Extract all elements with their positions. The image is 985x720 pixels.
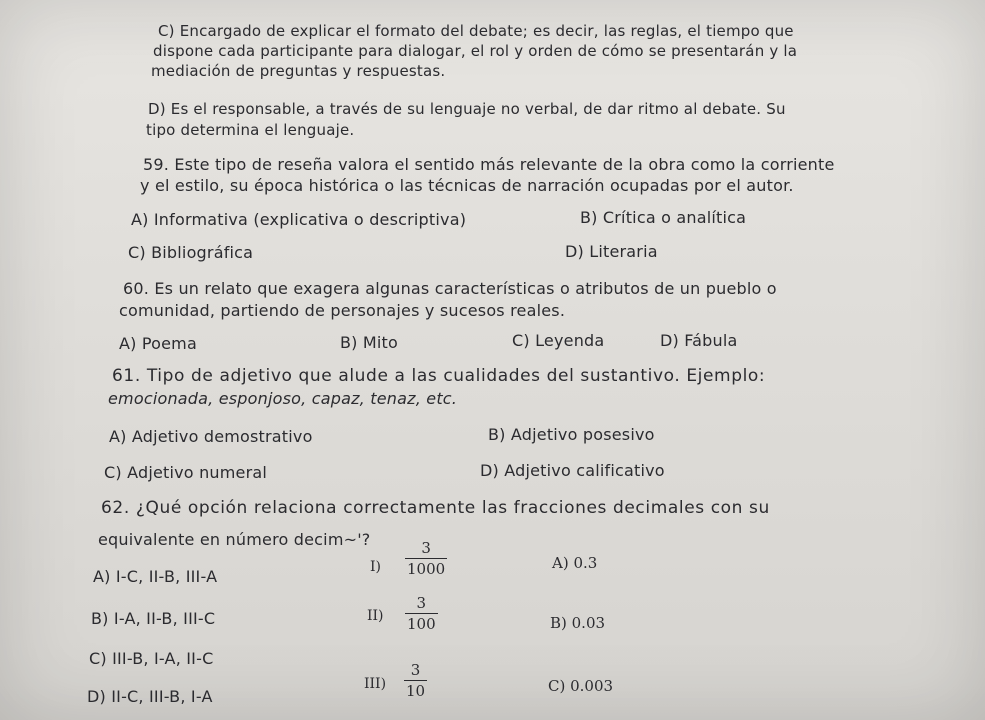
q60-option-d[interactable]: D) Fábula — [660, 331, 738, 350]
q61-option-d[interactable]: D) Adjetivo calificativo — [480, 461, 665, 480]
q61-stem-line1: 61. Tipo de adjetivo que alude a las cualidades del sustantivo. Ejemplo: — [112, 366, 766, 386]
q60-stem-line2: comunidad, partiendo de personajes y sucesos reales. — [119, 301, 566, 320]
fraction-iii-numerator: 3 — [410, 661, 421, 679]
q61-option-a[interactable]: A) Adjetivo demostrativo — [109, 427, 313, 446]
q60-option-c[interactable]: C) Leyenda — [512, 331, 605, 350]
fraction-i-label: I) — [370, 559, 381, 575]
q58-option-d-line2: tipo determina el lenguaje. — [146, 121, 355, 139]
q58-option-c-line1: C) Encargado de explicar el formato del debate; es decir, las reglas, el tiempo que — [158, 22, 794, 40]
q60-option-b[interactable]: B) Mito — [340, 333, 399, 352]
q61-option-c[interactable]: C) Adjetivo numeral — [104, 463, 268, 482]
q59-option-d[interactable]: D) Literaria — [565, 242, 658, 261]
q58-option-c-line3: mediación de preguntas y respuestas. — [151, 62, 446, 80]
q59-option-a[interactable]: A) Informativa (explicativa o descriptiva) — [131, 210, 467, 229]
q60-option-a[interactable]: A) Poema — [119, 334, 197, 353]
q62-stem-line2: equivalente en número decim~'? — [98, 530, 371, 549]
q62-option-b[interactable]: B) I-A, II-B, III-C — [91, 609, 216, 628]
fraction-ii-label: II) — [367, 608, 384, 624]
fraction-ii-denominator: 100 — [407, 615, 436, 633]
decimal-b: B) 0.03 — [550, 614, 606, 632]
q61-stem-line2: emocionada, esponjoso, capaz, tenaz, etc. — [108, 389, 458, 408]
q59-stem-line1: 59. Este tipo de reseña valora el sentido más relevante de la obra como la corriente — [143, 155, 835, 174]
q62-stem-line1: 62. ¿Qué opción relaciona correctamente las fracciones decimales con su — [101, 498, 770, 518]
q62-option-d[interactable]: D) II-C, III-B, I-A — [87, 687, 213, 706]
q61-option-b[interactable]: B) Adjetivo posesivo — [488, 425, 655, 444]
fraction-iii — [404, 663, 427, 699]
fraction-iii-label: III) — [364, 676, 387, 692]
fraction-i-numerator: 3 — [421, 539, 431, 557]
decimal-a: A) 0.3 — [552, 554, 598, 572]
q59-option-b[interactable]: B) Crítica o analítica — [580, 208, 747, 227]
q58-option-c-line2: dispone cada participante para dialogar, el rol y orden de cómo se presentarán y la — [153, 42, 798, 60]
q60-stem-line1: 60. Es un relato que exagera algunas características o atributos de un pueblo o — [123, 279, 777, 298]
q58-option-d-line1: D) Es el responsable, a través de su lenguaje no verbal, de dar ritmo al debate. Su — [148, 100, 786, 118]
fraction-ii — [405, 596, 438, 632]
q62-option-c[interactable]: C) III-B, I-A, II-C — [89, 649, 214, 668]
q59-stem-line2: y el estilo, su época histórica o las técnicas de narración ocupadas por el autor. — [140, 176, 794, 195]
fraction-i — [405, 541, 447, 577]
fraction-iii-denominator: 10 — [406, 682, 426, 700]
fraction-i-denominator: 1000 — [407, 560, 446, 578]
decimal-c: C) 0.003 — [548, 677, 614, 695]
fraction-ii-numerator: 3 — [416, 594, 427, 612]
q62-option-a[interactable]: A) I-C, II-B, III-A — [93, 567, 218, 586]
q59-option-c[interactable]: C) Bibliográfica — [128, 243, 254, 262]
